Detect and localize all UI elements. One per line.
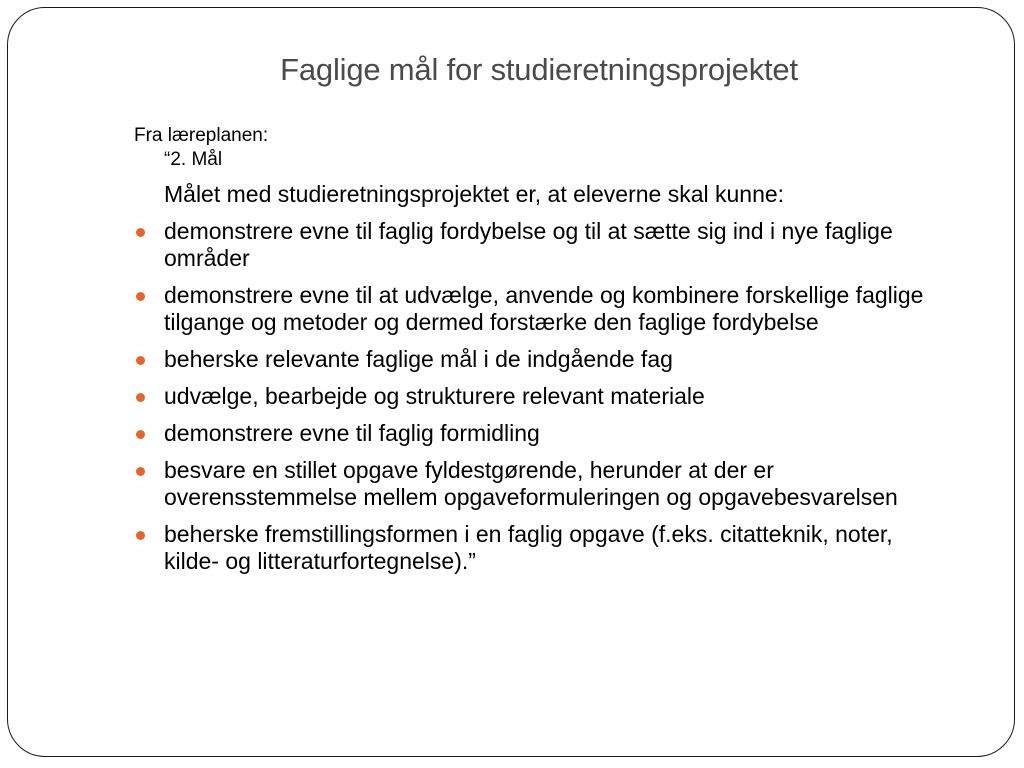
goal-item <box>134 346 954 373</box>
goal-item-text: beherske relevante faglige mål i de indgående fag <box>164 346 673 372</box>
bullet-dot-icon <box>136 356 145 365</box>
slide-title: Faglige mål for studieretningsprojektet <box>280 52 798 87</box>
bullet-dot-icon <box>136 430 145 439</box>
bullet-dot-icon <box>136 531 145 540</box>
goal-item-text: udvælge, bearbejde og strukturere relevant materiale <box>164 383 705 409</box>
goal-list <box>134 218 954 585</box>
intro-source-label: Fra læreplanen: <box>134 125 269 146</box>
goal-item-text: beherske fremstillingsformen i en faglig opgave (f.eks. citatteknik, noter, kilde- og litteraturfortegnelse).” <box>164 521 893 574</box>
goal-item <box>134 521 954 575</box>
intro-section-label: “2. Mål <box>164 149 223 170</box>
goal-item-text: besvare en stillet opgave fyldestgørende, herunder at der er overensstemmelse mellem opgaveformuleringen og opgavebesvarelsen <box>164 457 898 510</box>
goal-item-text: demonstrere evne til at udvælge, anvende og kombinere forskellige faglige tilgange og metoder og dermed forstærke den faglige fordybelse <box>164 282 924 335</box>
bullet-dot-icon <box>136 292 145 301</box>
lead-sentence: Målet med studieretningsprojektet er, at eleverne skal kunne: <box>164 181 785 207</box>
goal-item <box>134 420 954 447</box>
bullet-dot-icon <box>136 228 145 237</box>
goal-item-text: demonstrere evne til faglig fordybelse og til at sætte sig ind i nye faglige områder <box>164 218 893 271</box>
goal-item <box>134 218 954 272</box>
goal-item <box>134 383 954 410</box>
bullet-dot-icon <box>136 467 145 476</box>
goal-item <box>134 457 954 511</box>
goal-item-text: demonstrere evne til faglig formidling <box>164 420 540 446</box>
bullet-dot-icon <box>136 393 145 402</box>
goal-item <box>134 282 954 336</box>
